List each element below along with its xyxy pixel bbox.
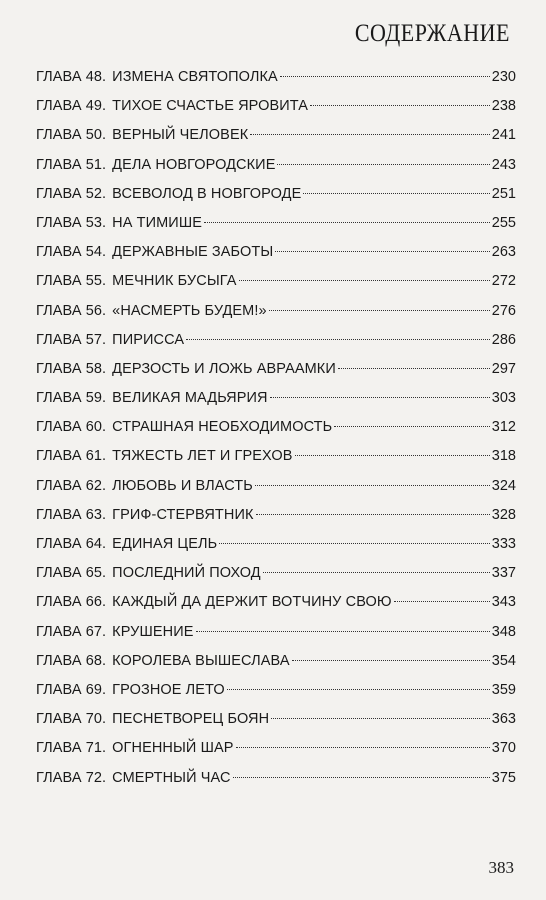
chapter-title: ПИРИССА [112, 331, 185, 348]
chapter-page-number: 375 [491, 769, 516, 786]
chapter-title: ТИХОЕ СЧАСТЬЕ ЯРОВИТА [112, 98, 309, 115]
chapter-label: ГЛАВА 66. [36, 594, 107, 611]
chapter-title: ОГНЕННЫЙ ШАР [112, 740, 234, 757]
chapter-label: ГЛАВА 54. [36, 244, 107, 261]
chapter-title: ИЗМЕНА СВЯТОПОЛКА [112, 69, 278, 85]
chapter-label: ГЛАВА 55. [36, 273, 107, 290]
toc-entry [36, 647, 516, 676]
chapter-page-number: 241 [491, 127, 516, 144]
chapter-title: ВЕРНЫЙ ЧЕЛОВЕК [112, 127, 249, 144]
chapter-title: СМЕРТНЫЙ ЧАС [112, 769, 231, 786]
chapter-page-number: 251 [491, 185, 516, 202]
toc-entry [36, 121, 516, 150]
toc-entry [36, 705, 516, 734]
chapter-page-number: 238 [491, 98, 516, 115]
dot-leader [239, 280, 490, 281]
chapter-title: КРУШЕНИЕ [112, 623, 194, 640]
dot-leader [271, 718, 490, 719]
toc-entry [36, 63, 516, 92]
dot-leader [219, 543, 490, 544]
toc-entry [36, 355, 516, 384]
chapter-label: ГЛАВА 64. [36, 536, 107, 552]
chapter-label: ГЛАВА 65. [36, 565, 107, 582]
table-of-contents [36, 63, 516, 793]
chapter-label: ГЛАВА 68. [36, 652, 107, 669]
chapter-label: ГЛАВА 48. [36, 69, 107, 85]
chapter-page-number: 370 [491, 740, 516, 757]
dot-leader [233, 777, 490, 778]
dot-leader [280, 76, 490, 77]
chapter-title: ПЕСНЕТВОРЕЦ БОЯН [112, 711, 270, 728]
chapter-title: ДЕЛА НОВГОРОДСКИЕ [112, 156, 276, 173]
dot-leader [269, 310, 490, 311]
chapter-label: ГЛАВА 60. [36, 419, 107, 436]
toc-entry [36, 413, 516, 442]
chapter-title: МЕЧНИК БУСЫГА [112, 273, 237, 290]
toc-entry [36, 297, 516, 326]
toc-entry [36, 501, 516, 530]
dot-leader [227, 689, 490, 690]
chapter-label: ГЛАВА 50. [36, 127, 107, 144]
page-number: 383 [488, 858, 514, 877]
chapter-label: ГЛАВА 57. [36, 331, 107, 348]
dot-leader [256, 514, 490, 515]
toc-entry [36, 764, 516, 793]
dot-leader [310, 105, 490, 106]
dot-leader [196, 631, 490, 632]
toc-entry [36, 442, 516, 471]
dot-leader [303, 193, 489, 194]
toc-entry [36, 384, 516, 413]
dot-leader [277, 164, 489, 165]
chapter-page-number: 348 [491, 623, 516, 640]
chapter-label: ГЛАВА 52. [36, 185, 107, 202]
chapter-label: ГЛАВА 69. [36, 681, 107, 698]
dot-leader [334, 426, 490, 427]
chapter-page-number: 297 [491, 360, 516, 377]
chapter-title: ГРОЗНОЕ ЛЕТО [112, 681, 225, 698]
chapter-label: ГЛАВА 51. [36, 156, 107, 173]
toc-entry [36, 326, 516, 355]
chapter-page-number: 324 [491, 477, 516, 494]
chapter-label: ГЛАВА 63. [36, 506, 107, 523]
toc-entry [36, 238, 516, 267]
chapter-title: НА ТИМИШЕ [112, 214, 202, 231]
chapter-label: ГЛАВА 61. [36, 448, 107, 465]
chapter-page-number: 286 [491, 331, 516, 348]
chapter-page-number: 337 [491, 565, 516, 582]
toc-entry [36, 530, 516, 559]
chapter-page-number: 354 [491, 652, 516, 669]
toc-entry [36, 676, 516, 705]
dot-leader [263, 572, 490, 573]
dot-leader [255, 485, 490, 486]
toc-entry [36, 267, 516, 296]
dot-leader [292, 660, 490, 661]
chapter-page-number: 263 [491, 244, 516, 261]
chapter-title: ВЕЛИКАЯ МАДЬЯРИЯ [112, 390, 268, 407]
dot-leader [250, 134, 490, 135]
chapter-page-number: 312 [491, 419, 516, 436]
chapter-page-number: 255 [491, 214, 516, 231]
chapter-label: ГЛАВА 72. [36, 769, 107, 786]
dot-leader [295, 455, 490, 456]
chapter-title: ТЯЖЕСТЬ ЛЕТ И ГРЕХОВ [112, 448, 293, 465]
chapter-title: ВСЕВОЛОД В НОВГОРОДЕ [112, 185, 302, 202]
chapter-title: КАЖДЫЙ ДА ДЕРЖИТ ВОТЧИНУ СВОЮ [112, 594, 392, 611]
dot-leader [204, 222, 490, 223]
chapter-page-number: 272 [491, 273, 516, 290]
chapter-label: ГЛАВА 62. [36, 477, 107, 494]
chapter-title: ДЕРЖАВНЫЕ ЗАБОТЫ [112, 244, 274, 261]
chapter-title: ПОСЛЕДНИЙ ПОХОД [112, 565, 261, 582]
chapter-title: КОРОЛЕВА ВЫШЕСЛАВА [112, 652, 290, 669]
chapter-title: ЛЮБОВЬ И ВЛАСТЬ [112, 477, 253, 494]
dot-leader [394, 601, 490, 602]
chapter-page-number: 303 [491, 390, 516, 407]
chapter-title: ЕДИНАЯ ЦЕЛЬ [112, 536, 218, 552]
chapter-page-number: 359 [491, 681, 516, 698]
chapter-label: ГЛАВА 71. [36, 740, 107, 757]
dot-leader [338, 368, 490, 369]
toc-entry [36, 92, 516, 121]
chapter-page-number: 230 [491, 69, 516, 85]
chapter-page-number: 328 [491, 506, 516, 523]
chapter-page-number: 318 [491, 448, 516, 465]
dot-leader [186, 339, 490, 340]
toc-entry [36, 151, 516, 180]
chapter-label: ГЛАВА 67. [36, 623, 107, 640]
toc-entry [36, 734, 516, 763]
chapter-label: ГЛАВА 59. [36, 390, 107, 407]
running-head: СОДЕРЖАНИЕ [354, 18, 510, 47]
toc-entry [36, 209, 516, 238]
chapter-label: ГЛАВА 53. [36, 214, 107, 231]
chapter-title: ГРИФ-СТЕРВЯТНИК [112, 506, 254, 523]
toc-entry [36, 559, 516, 588]
chapter-page-number: 343 [491, 594, 516, 611]
chapter-page-number: 276 [491, 302, 516, 319]
dot-leader [236, 747, 490, 748]
chapter-page-number: 333 [491, 536, 516, 552]
toc-entry [36, 472, 516, 501]
chapter-label: ГЛАВА 58. [36, 360, 107, 377]
chapter-title: СТРАШНАЯ НЕОБХОДИМОСТЬ [112, 419, 333, 436]
toc-entry [36, 618, 516, 647]
chapter-label: ГЛАВА 56. [36, 302, 107, 319]
dot-leader [270, 397, 490, 398]
chapter-title: «НАСМЕРТЬ БУДЕМ!» [112, 302, 267, 319]
dot-leader [275, 251, 490, 252]
chapter-title: ДЕРЗОСТЬ И ЛОЖЬ АВРААМКИ [112, 360, 336, 377]
chapter-label: ГЛАВА 49. [36, 98, 107, 115]
chapter-label: ГЛАВА 70. [36, 711, 107, 728]
toc-entry [36, 180, 516, 209]
chapter-page-number: 363 [491, 711, 516, 728]
chapter-page-number: 243 [491, 156, 516, 173]
toc-entry [36, 588, 516, 617]
